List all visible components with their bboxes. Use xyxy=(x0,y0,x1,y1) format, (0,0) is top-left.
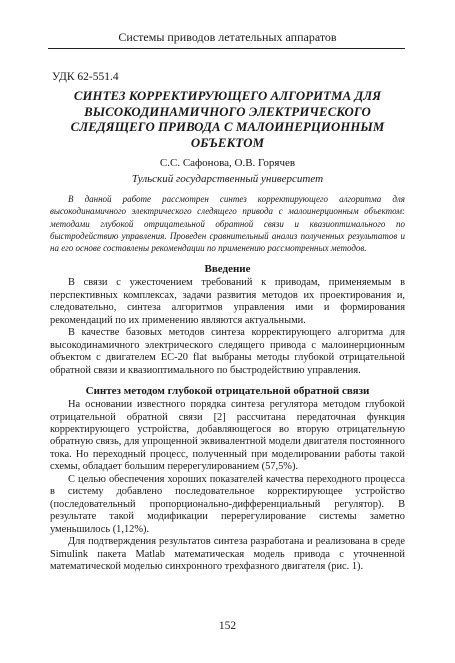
running-head: Системы приводов летательных аппаратов xyxy=(118,30,337,44)
header-rule xyxy=(48,48,405,49)
affiliation: Тульский государственный университет xyxy=(131,173,324,185)
paragraph: Для подтверждения результатов синтеза разработана и реализована в среде Simulink пакета Matlab математическая модель привода с уточненной математической моделью синхронного трехфазного двигателя (рис. 1). xyxy=(50,536,405,572)
paragraph: В связи с ужесточением требований к приводам, применяемым в перспективных комплексах, задачи развития методов их проектирования и, следовательно, синтеза алгоритмов управления ими и формирования рекомендаций по их применению являются актуальными. xyxy=(50,277,405,326)
abstract: В данной работе рассмотрен синтез корректирующего алгоритма для высокодинамичного электрического следящего привода с малоинерционным объектом: методами глубокой отрицательной обратной связи и квазиоптимального по быстродействию управления. Проведен сравнительный анализ полученных результатов и на его основе составлены рекомендации по применению рассмотренных методов. xyxy=(50,194,405,254)
article-title: СИНТЕЗ КОРРЕКТИРУЮЩЕГО АЛГОРИТМА ДЛЯ ВЫСОКОДИНАМИЧНОГО ЭЛЕКТРИЧЕСКОГО СЛЕДЯЩЕГО ПРИВОДА С МАЛОИНЕРЦИОННЫМ ОБЪЕКТОМ xyxy=(70,89,385,150)
paragraph: В качестве базовых методов синтеза корректирующего алгоритма для высокодинамичного электрического следящего привода с малоинерционным объектом с двигателем EC-20 flat выбраны методы глубокой отрицательной обратной связи и квазиоптимального по быстродействию управления. xyxy=(50,327,405,376)
section-heading-introduction: Введение xyxy=(204,263,251,276)
paragraph: С целью обеспечения хороших показателей качества переходного процесса в систему добавлено последовательное корректирующее устройство (последовательный пропорционально-дифференциальный регулятор). В результате такой модификации перерегулирование системы заметно уменьшилось (1,12%). xyxy=(50,473,405,535)
udc-code: УДК 62-551.4 xyxy=(52,71,119,83)
page-number: 152 xyxy=(218,620,237,632)
authors: С.С. Сафонова, О.В. Горячев xyxy=(159,157,296,169)
paragraph: На основании известного порядка синтеза регулятора методом глубокой отрицательной обратной связи [2] рассчитана передаточная функция корректирующего устройства, добавляющегося во вторую отрицательную обратную связь, для упрощенной эквивалентной модели двигателя постоянного тока. Но переходный процесс, полученный при моделировании работы такой схемы, обладает большим перерегулированием (57,5%). xyxy=(50,399,405,473)
section-heading-negative-feedback: Синтез методом глубокой отрицательной обратной связи xyxy=(85,385,370,398)
article-body xyxy=(50,70,405,573)
